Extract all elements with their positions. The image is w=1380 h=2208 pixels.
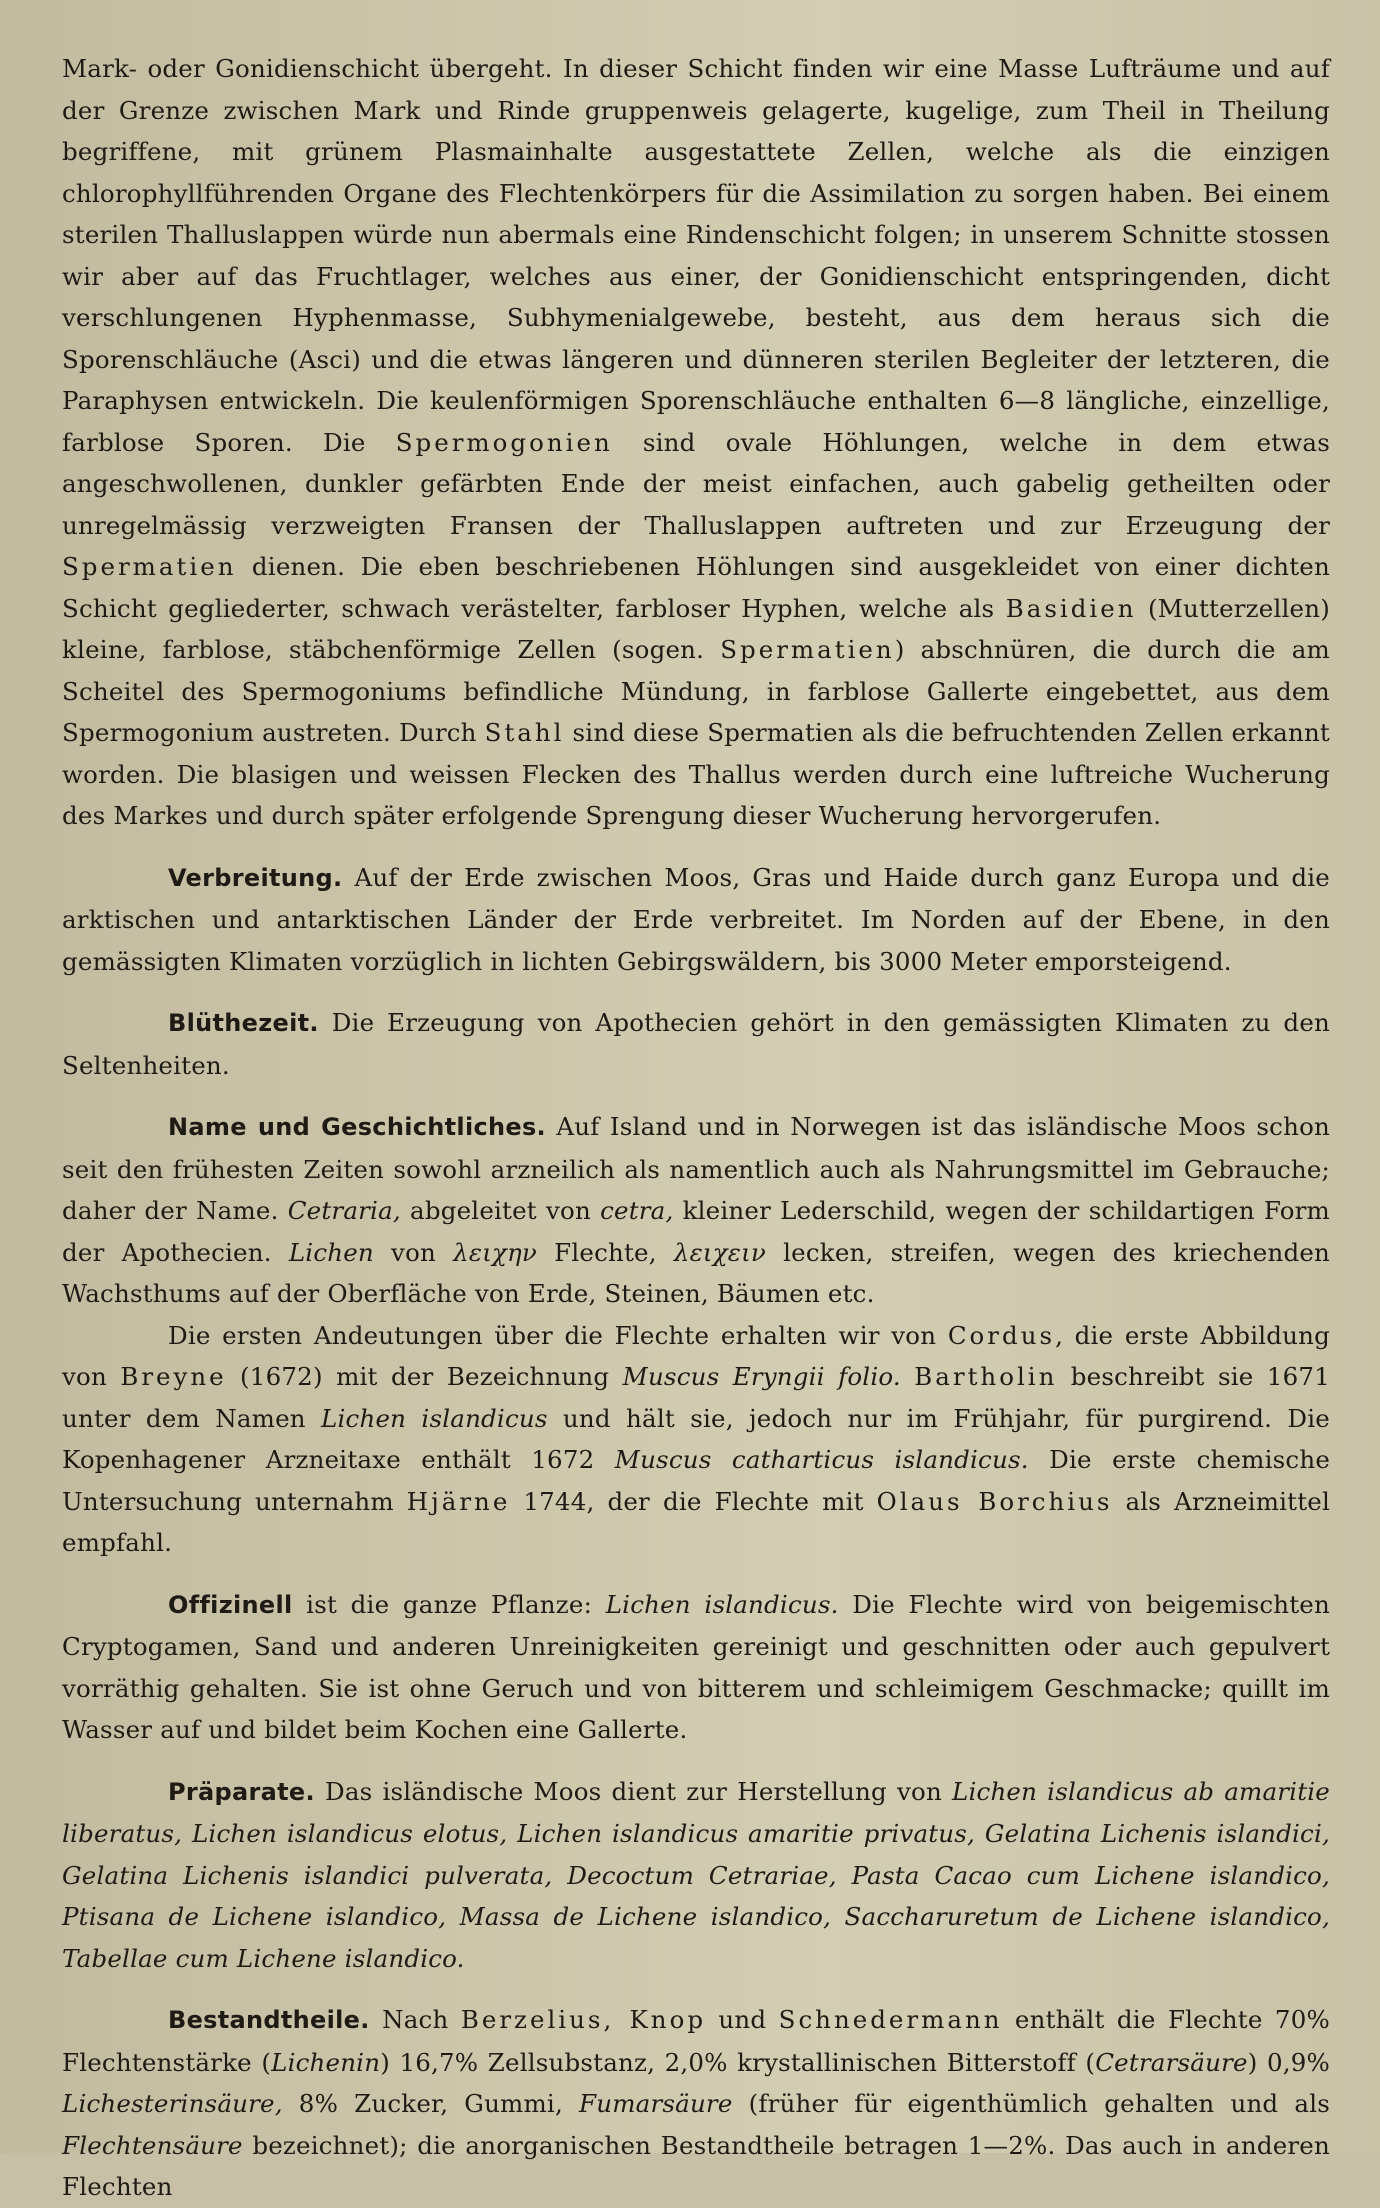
heading-bluethezeit: Blüthezeit. xyxy=(168,1009,319,1037)
paragraph-history: Die ersten Andeutungen über die Flechte erhalten wir von Cordus, die erste Abbildung von Breyne (1672) mit der Bezeichnung Muscus Eryngii folio. Bartholin beschreibt sie 1671 unter dem Namen Lichen islandicus und hält sie, jedoch nur im Frühjahr, für purgirend. Die Kopenhagener Arzneitaxe enthält 1672 Muscus catharticus islandicus. Die erste chemische Untersuchung unternahm Hjärne 1744, der die Flechte mit Olaus Borchius als Arzneimittel empfahl. xyxy=(62,1320,1331,1557)
author-stahl: Stahl xyxy=(484,718,565,747)
paragraph-name: Name und Geschichtliches. Auf Island und in Norwegen ist das isländische Moos schon seit den frühesten Zeiten sowohl arzneilich als namentlich auch als Nahrungsmittel im Gebrauche; daher der Name. Cetraria, abgeleitet von cetra, kleiner Lederschild, wegen der schildartigen Form der Apothecien. Lichen von λειχην Flechte, λειχειν lecken, streifen, wegen des kriechenden Wachsthums auf der Oberfläche von Erde, Steinen, Bäumen etc. xyxy=(62,1112,1331,1308)
paragraph-anatomy: Mark- oder Gonidienschicht übergeht. In dieser Schicht finden wir eine Masse Lufträume und auf der Grenze zwischen Mark und Rinde gruppenweis gelagerte, kugelige, zum Theil in Theilung begriffene, mit grünem Plasmainhalte ausgestattete Zellen, welche als die einzigen chlorophyllführenden Organe des Flechtenkörpers für die Assimilation zu sorgen haben. Bei einem sterilen Thalluslappen würde nun abermals eine Rindenschicht folgen; in unserem Schnitte stossen wir aber auf das Fruchtlager, welches aus einer, der Gonidienschicht entspringenden, dicht verschlungenen Hyphenmasse, Subhymenialgewebe, besteht, aus dem heraus sich die Sporenschläuche (Asci) und die etwas längeren und dünneren sterilen Begleiter der letzteren, die Paraphysen entwickeln. Die keulenförmigen Sporenschläuche enthalten 6—8 längliche, einzellige, farblose Sporen. Die Spermogonien sind ovale Höhlungen, welche in dem etwas angeschwollenen, dunkler gefärbten Ende der meist einfachen, auch gabelig getheilten oder unregelmässig verzweigten Fransen der Thalluslappen auftreten und zur Erzeugung der Spermatien dienen. Die eben beschriebenen Höhlungen sind ausgekleidet von einer dichten Schicht gegliederter, schwach verästelter, farbloser Hyphen, welche als Basidien (Mutterzellen) kleine, farblose, stäbchenförmige Zellen (sogen. Spermatien) abschnüren, die durch die am Scheitel des Spermogoniums befindliche Mündung, in farblose Gallerte eingebettet, aus dem Spermogonium austreten. Durch Stahl sind diese Spermatien als die befruchtenden Zellen erkannt worden. Die blasigen und weissen Flecken des Thallus werden durch eine luftreiche Wucherung des Markes und durch später erfolgende Sprengung dieser Wucherung hervorgerufen. xyxy=(62,54,1331,830)
paragraph-bluethezeit: Blüthezeit. Die Erzeugung von Apothecien gehört in den gemässigten Klimaten zu den Seltenheiten. xyxy=(62,1008,1330,1080)
paragraph-praeparate: Präparate. Das isländische Moos dient zur Herstellung von Lichen islandicus ab amaritie liberatus, Lichen islandicus elotus, Lichen islandicus amaritie privatus, Gelatina Lichenis islandici, Gelatina Lichenis islandici pulverata, Decoctum Cetrariae, Pasta Cacao cum Lichene islandico, Ptisana de Lichene islandico, Massa de Lichene islandico, Saccharuretum de Lichene islandico, Tabellae cum Lichene islandico. xyxy=(62,1776,1330,1973)
term-spermatien: Spermatien xyxy=(62,552,237,581)
term-basidien: Basidien xyxy=(1005,593,1137,623)
term-spermatien-2: Spermatien xyxy=(720,635,895,664)
heading-praeparate: Präparate. xyxy=(168,1777,315,1806)
heading-verbreitung: Verbreitung. xyxy=(168,863,343,892)
paragraph-bestandtheile: Bestandtheile. Nach Berzelius, Knop und Schnedermann enthält die Flechte 70% Flechtenstärke (Lichenin) 16,7% Zellsubstanz, 2,0% krystallinischen Bitterstoff (Cetrarsäure) 0,9% Lichesterinsäure, 8% Zucker, Gummi, Fumarsäure (früher für eigenthümlich gehalten und als Flechtensäure bezeichnet); die anorganischen Bestandtheile betragen 1—2%. Das auch in anderen Flechten xyxy=(62,2005,1330,2201)
paragraph-offizinell: Offizinell ist die ganze Pflanze: Lichen islandicus. Die Flechte wird von beigemischten Cryptogamen, Sand und anderen Unreinigkeiten gereinigt und geschnitten oder auch gepulvert vorräthig gehalten. Sie ist ohne Geruch und von bitterem und schleimigem Geschmacke; quillt im Wasser auf und bildet beim Kochen eine Gallerte. xyxy=(62,1589,1330,1744)
heading-name-geschichtliches: Name und Geschichtliches. xyxy=(168,1113,546,1141)
paragraph-verbreitung: Verbreitung. Auf der Erde zwischen Moos, Gras und Haide durch ganz Europa und die arktischen und antarktischen Länder der Erde verbreitet. Im Norden auf der Ebene, in den gemässigten Klimaten vorzüglich in lichten Gebirgswäldern, bis 3000 Meter emporsteigend. xyxy=(62,862,1330,976)
term-spermogonien: Spermogonien xyxy=(395,427,613,457)
heading-offizinell: Offizinell xyxy=(168,1590,293,1619)
heading-bestandtheile: Bestandtheile. xyxy=(168,2006,370,2034)
